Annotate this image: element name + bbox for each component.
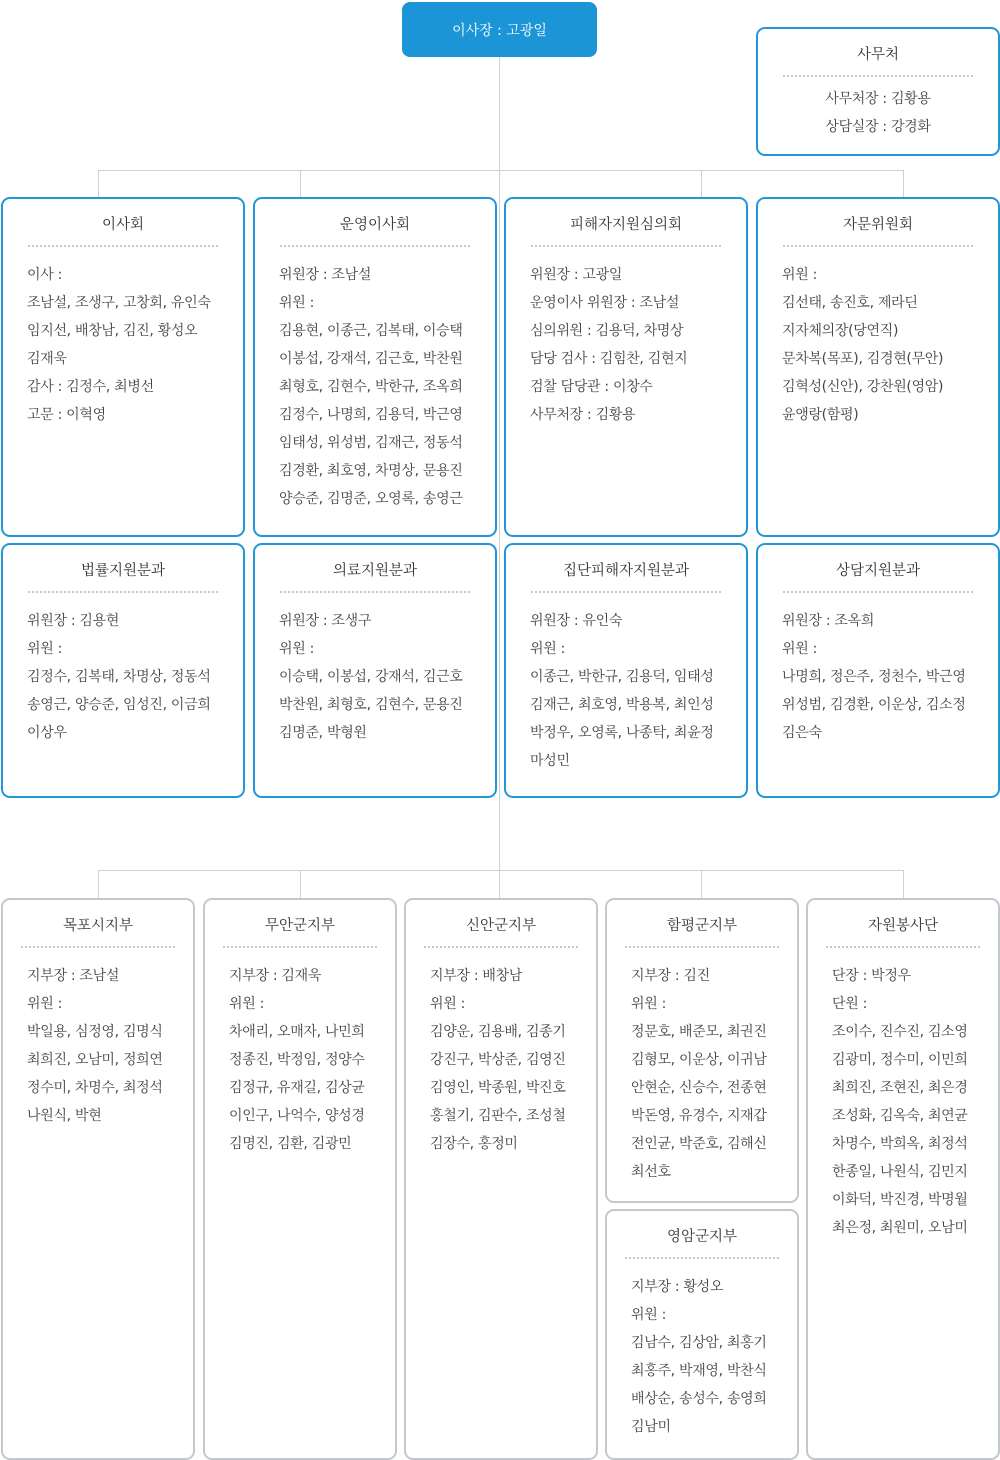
- member-line: 문차복(목포), 김경현(무안): [782, 351, 944, 367]
- member-line: 사무처장 : 김황용: [530, 407, 636, 423]
- member-list: [758, 85, 998, 141]
- member-list: [229, 962, 391, 1158]
- operating-board-box: [253, 197, 497, 537]
- member-line: 위원 :: [530, 641, 566, 657]
- member-line: 김정수, 나명희, 김용덕, 박근영: [279, 407, 463, 423]
- member-line: 최홍주, 박재영, 박찬식: [631, 1363, 767, 1379]
- chairman-box: 이사장 : 고광일: [402, 2, 597, 57]
- member-line: 박정우, 오영록, 나종탁, 최윤정: [530, 725, 714, 741]
- connector-drop: [701, 870, 702, 898]
- group-victim-support-box: [504, 543, 748, 798]
- member-line: 지부장 : 배창남: [430, 968, 523, 984]
- member-line: 검찰 담당관 : 이창수: [530, 379, 653, 395]
- member-line: 양승준, 김명준, 오영록, 송영근: [279, 491, 463, 507]
- member-list: [530, 607, 742, 775]
- member-line: 정종진, 박정임, 정양수: [229, 1052, 365, 1068]
- connector-drop: [300, 170, 301, 197]
- member-line: 정문호, 배준모, 최권진: [631, 1024, 767, 1040]
- dotted-divider: [28, 591, 218, 593]
- connector-drop: [300, 870, 301, 898]
- member-line: 송영근, 양승준, 임성진, 이금희: [27, 697, 211, 713]
- member-line: 이상우: [27, 725, 67, 741]
- member-line: 단원 :: [832, 996, 868, 1012]
- member-line: 이봉섭, 강재석, 김근호, 박찬원: [279, 351, 463, 367]
- box-title: 영암군지부: [666, 1229, 738, 1245]
- dotted-divider: [280, 591, 470, 593]
- member-line: 김재근, 최호영, 박용복, 최인성: [530, 697, 714, 713]
- victim-support-council-box: [504, 197, 748, 537]
- member-line: 박돈영, 유경수, 지재갑: [631, 1108, 767, 1124]
- legal-support-box: [1, 543, 245, 798]
- member-line: 위원장 : 김용현: [27, 613, 120, 629]
- member-line: 위원 :: [631, 996, 667, 1012]
- member-list: [430, 962, 592, 1158]
- member-line: 지부장 : 조남설: [27, 968, 120, 984]
- dotted-divider: [28, 245, 218, 247]
- connector-drop: [98, 870, 99, 898]
- muan-branch-box: [203, 898, 397, 1460]
- member-line: 김형모, 이운상, 이귀남: [631, 1052, 767, 1068]
- member-line: 최희진, 조현진, 최은경: [832, 1080, 968, 1096]
- member-line: 감사 : 김정수, 최병선: [27, 379, 154, 395]
- dotted-divider: [21, 946, 175, 948]
- member-line: 위원 :: [430, 996, 466, 1012]
- box-title: 무안군지부: [264, 918, 336, 934]
- dotted-divider: [280, 245, 470, 247]
- member-line: 전인균, 박준호, 김해신: [631, 1136, 767, 1152]
- member-line: 윤앵랑(함평): [782, 407, 859, 423]
- member-line: 조이수, 진수진, 김소영: [832, 1024, 968, 1040]
- box-title: 운영이사회: [339, 217, 411, 233]
- member-line: 최희진, 오남미, 정희연: [27, 1052, 163, 1068]
- member-line: 상담실장 : 강경화: [825, 119, 931, 135]
- dotted-divider: [783, 245, 973, 247]
- member-line: 위원 :: [279, 295, 315, 311]
- member-line: 사무처장 : 김황용: [825, 91, 931, 107]
- member-line: 한종일, 나원식, 김민지: [832, 1164, 968, 1180]
- member-line: 김남수, 김상암, 최홍기: [631, 1335, 767, 1351]
- office-box: [756, 27, 1000, 156]
- member-list: [27, 962, 189, 1130]
- dotted-divider: [783, 591, 973, 593]
- member-line: 운영이사 위원장 : 조남설: [530, 295, 680, 311]
- member-line: 위원장 : 유인숙: [530, 613, 623, 629]
- member-line: 김은숙: [782, 725, 822, 741]
- member-line: 김남미: [631, 1419, 671, 1435]
- member-line: 최선호: [631, 1164, 671, 1180]
- connector-drop: [98, 170, 99, 197]
- member-list: [631, 962, 793, 1186]
- member-line: 차애리, 오매자, 나민희: [229, 1024, 365, 1040]
- member-line: 위성범, 김경환, 이운상, 김소정: [782, 697, 966, 713]
- advisory-committee-box: [756, 197, 1000, 537]
- member-line: 위원 :: [229, 996, 265, 1012]
- member-line: 강진구, 박상준, 김영진: [430, 1052, 566, 1068]
- member-line: 박일용, 심정영, 김명식: [27, 1024, 163, 1040]
- sinan-branch-box: [404, 898, 598, 1460]
- box-title: 피해자지원심의회: [569, 217, 683, 233]
- member-line: 지자체의장(당연직): [782, 323, 899, 339]
- member-line: 김재욱: [27, 351, 67, 367]
- dotted-divider: [625, 1257, 779, 1259]
- member-line: 이인구, 나억수, 양성경: [229, 1108, 365, 1124]
- member-line: 심의위원 : 김용덕, 차명상: [530, 323, 684, 339]
- member-line: 김용현, 이종근, 김복태, 이승택: [279, 323, 463, 339]
- member-line: 이종근, 박한규, 김용덕, 임태성: [530, 669, 714, 685]
- member-list: [279, 261, 491, 513]
- dotted-divider: [826, 946, 980, 948]
- connector-row1: [98, 170, 904, 171]
- member-line: 위원장 : 조생구: [279, 613, 372, 629]
- box-title: 의료지원분과: [332, 563, 418, 579]
- member-list: [832, 962, 994, 1242]
- box-title: 자문위원회: [842, 217, 914, 233]
- member-list: [27, 261, 239, 429]
- member-line: 김혁성(신안), 강찬원(영암): [782, 379, 944, 395]
- volunteer-group-box: [806, 898, 1000, 1460]
- member-line: 박찬원, 최형호, 김현수, 문용진: [279, 697, 463, 713]
- member-line: 임지선, 배창남, 김진, 황성오: [27, 323, 198, 339]
- medical-support-box: [253, 543, 497, 798]
- box-title: 자원봉사단: [867, 918, 939, 934]
- member-line: 정수미, 차명수, 최정석: [27, 1080, 163, 1096]
- member-list: [27, 607, 239, 747]
- counseling-support-box: [756, 543, 1000, 798]
- member-line: 위원 :: [782, 267, 818, 283]
- member-list: [782, 607, 994, 747]
- member-line: 위원장 : 조옥희: [782, 613, 875, 629]
- member-line: 이화덕, 박진경, 박명월: [832, 1192, 968, 1208]
- dotted-divider: [625, 946, 779, 948]
- member-line: 이사 :: [27, 267, 63, 283]
- dotted-divider: [424, 946, 578, 948]
- box-title: 함평군지부: [666, 918, 738, 934]
- dotted-divider: [783, 75, 973, 77]
- member-line: 배상순, 송성수, 송영희: [631, 1391, 767, 1407]
- member-line: 조남설, 조생구, 고창회, 유인숙: [27, 295, 211, 311]
- member-line: 김광미, 정수미, 이민희: [832, 1052, 968, 1068]
- member-line: 안현순, 신승수, 전종현: [631, 1080, 767, 1096]
- connector-drop: [903, 170, 904, 197]
- box-title: 목포시지부: [62, 918, 134, 934]
- box-title: 사무처: [856, 47, 900, 63]
- member-list: [530, 261, 742, 429]
- dotted-divider: [531, 591, 721, 593]
- dotted-divider: [223, 946, 377, 948]
- member-line: 위원장 : 고광일: [530, 267, 623, 283]
- member-line: 담당 검사 : 김힘찬, 김현지: [530, 351, 688, 367]
- member-line: 지부장 : 김재욱: [229, 968, 322, 984]
- member-line: 김정수, 김복태, 차명상, 정동석: [27, 669, 211, 685]
- board-of-directors-box: [1, 197, 245, 537]
- member-line: 김장수, 홍정미: [430, 1136, 518, 1152]
- member-line: 위원 :: [631, 1307, 667, 1323]
- member-line: 김선태, 송진호, 제라딘: [782, 295, 918, 311]
- member-line: 김명진, 김환, 김광민: [229, 1136, 352, 1152]
- yeongam-branch-box: [605, 1209, 799, 1460]
- member-line: 홍철기, 김판수, 조성철: [430, 1108, 566, 1124]
- member-list: [631, 1273, 793, 1441]
- member-line: 김양운, 김용배, 김종기: [430, 1024, 566, 1040]
- member-line: 최은정, 최원미, 오남미: [832, 1220, 968, 1236]
- member-line: 위원 :: [782, 641, 818, 657]
- member-line: 위원 :: [27, 996, 63, 1012]
- box-title: 이사회: [101, 217, 145, 233]
- member-line: 지부장 : 김진: [631, 968, 710, 984]
- member-line: 단장 : 박정우: [832, 968, 911, 984]
- hampyeong-branch-box: [605, 898, 799, 1203]
- member-list: [279, 607, 491, 747]
- box-title: 집단피해자지원분과: [562, 563, 690, 579]
- member-line: 위원 :: [27, 641, 63, 657]
- dotted-divider: [531, 245, 721, 247]
- member-line: 김명준, 박형원: [279, 725, 367, 741]
- member-list: [782, 261, 994, 429]
- member-line: 나원식, 박현: [27, 1108, 102, 1124]
- member-line: 최형호, 김현수, 박한규, 조옥희: [279, 379, 463, 395]
- member-line: 고문 : 이혁영: [27, 407, 106, 423]
- member-line: 임태성, 위성범, 김재근, 정동석: [279, 435, 463, 451]
- member-line: 위원장 : 조남설: [279, 267, 372, 283]
- mokpo-branch-box: [1, 898, 195, 1460]
- member-line: 조성화, 김옥숙, 최연균: [832, 1108, 968, 1124]
- member-line: 김영인, 박종원, 박진호: [430, 1080, 566, 1096]
- member-line: 김정규, 유재길, 김상균: [229, 1080, 365, 1096]
- member-line: 나명희, 정은주, 정천수, 박근영: [782, 669, 966, 685]
- connector-drop: [701, 170, 702, 197]
- member-line: 이승택, 이봉섭, 강재석, 김근호: [279, 669, 463, 685]
- member-line: 김경환, 최호영, 차명상, 문용진: [279, 463, 463, 479]
- member-line: 지부장 : 황성오: [631, 1279, 724, 1295]
- member-line: 위원 :: [279, 641, 315, 657]
- connector-row3: [98, 870, 904, 871]
- member-line: 마성민: [530, 753, 570, 769]
- box-title: 상담지원분과: [835, 563, 921, 579]
- connector-trunk: [499, 57, 500, 898]
- box-title: 신안군지부: [465, 918, 537, 934]
- box-title: 법률지원분과: [80, 563, 166, 579]
- member-line: 차명수, 박희옥, 최정석: [832, 1136, 968, 1152]
- connector-drop: [903, 870, 904, 898]
